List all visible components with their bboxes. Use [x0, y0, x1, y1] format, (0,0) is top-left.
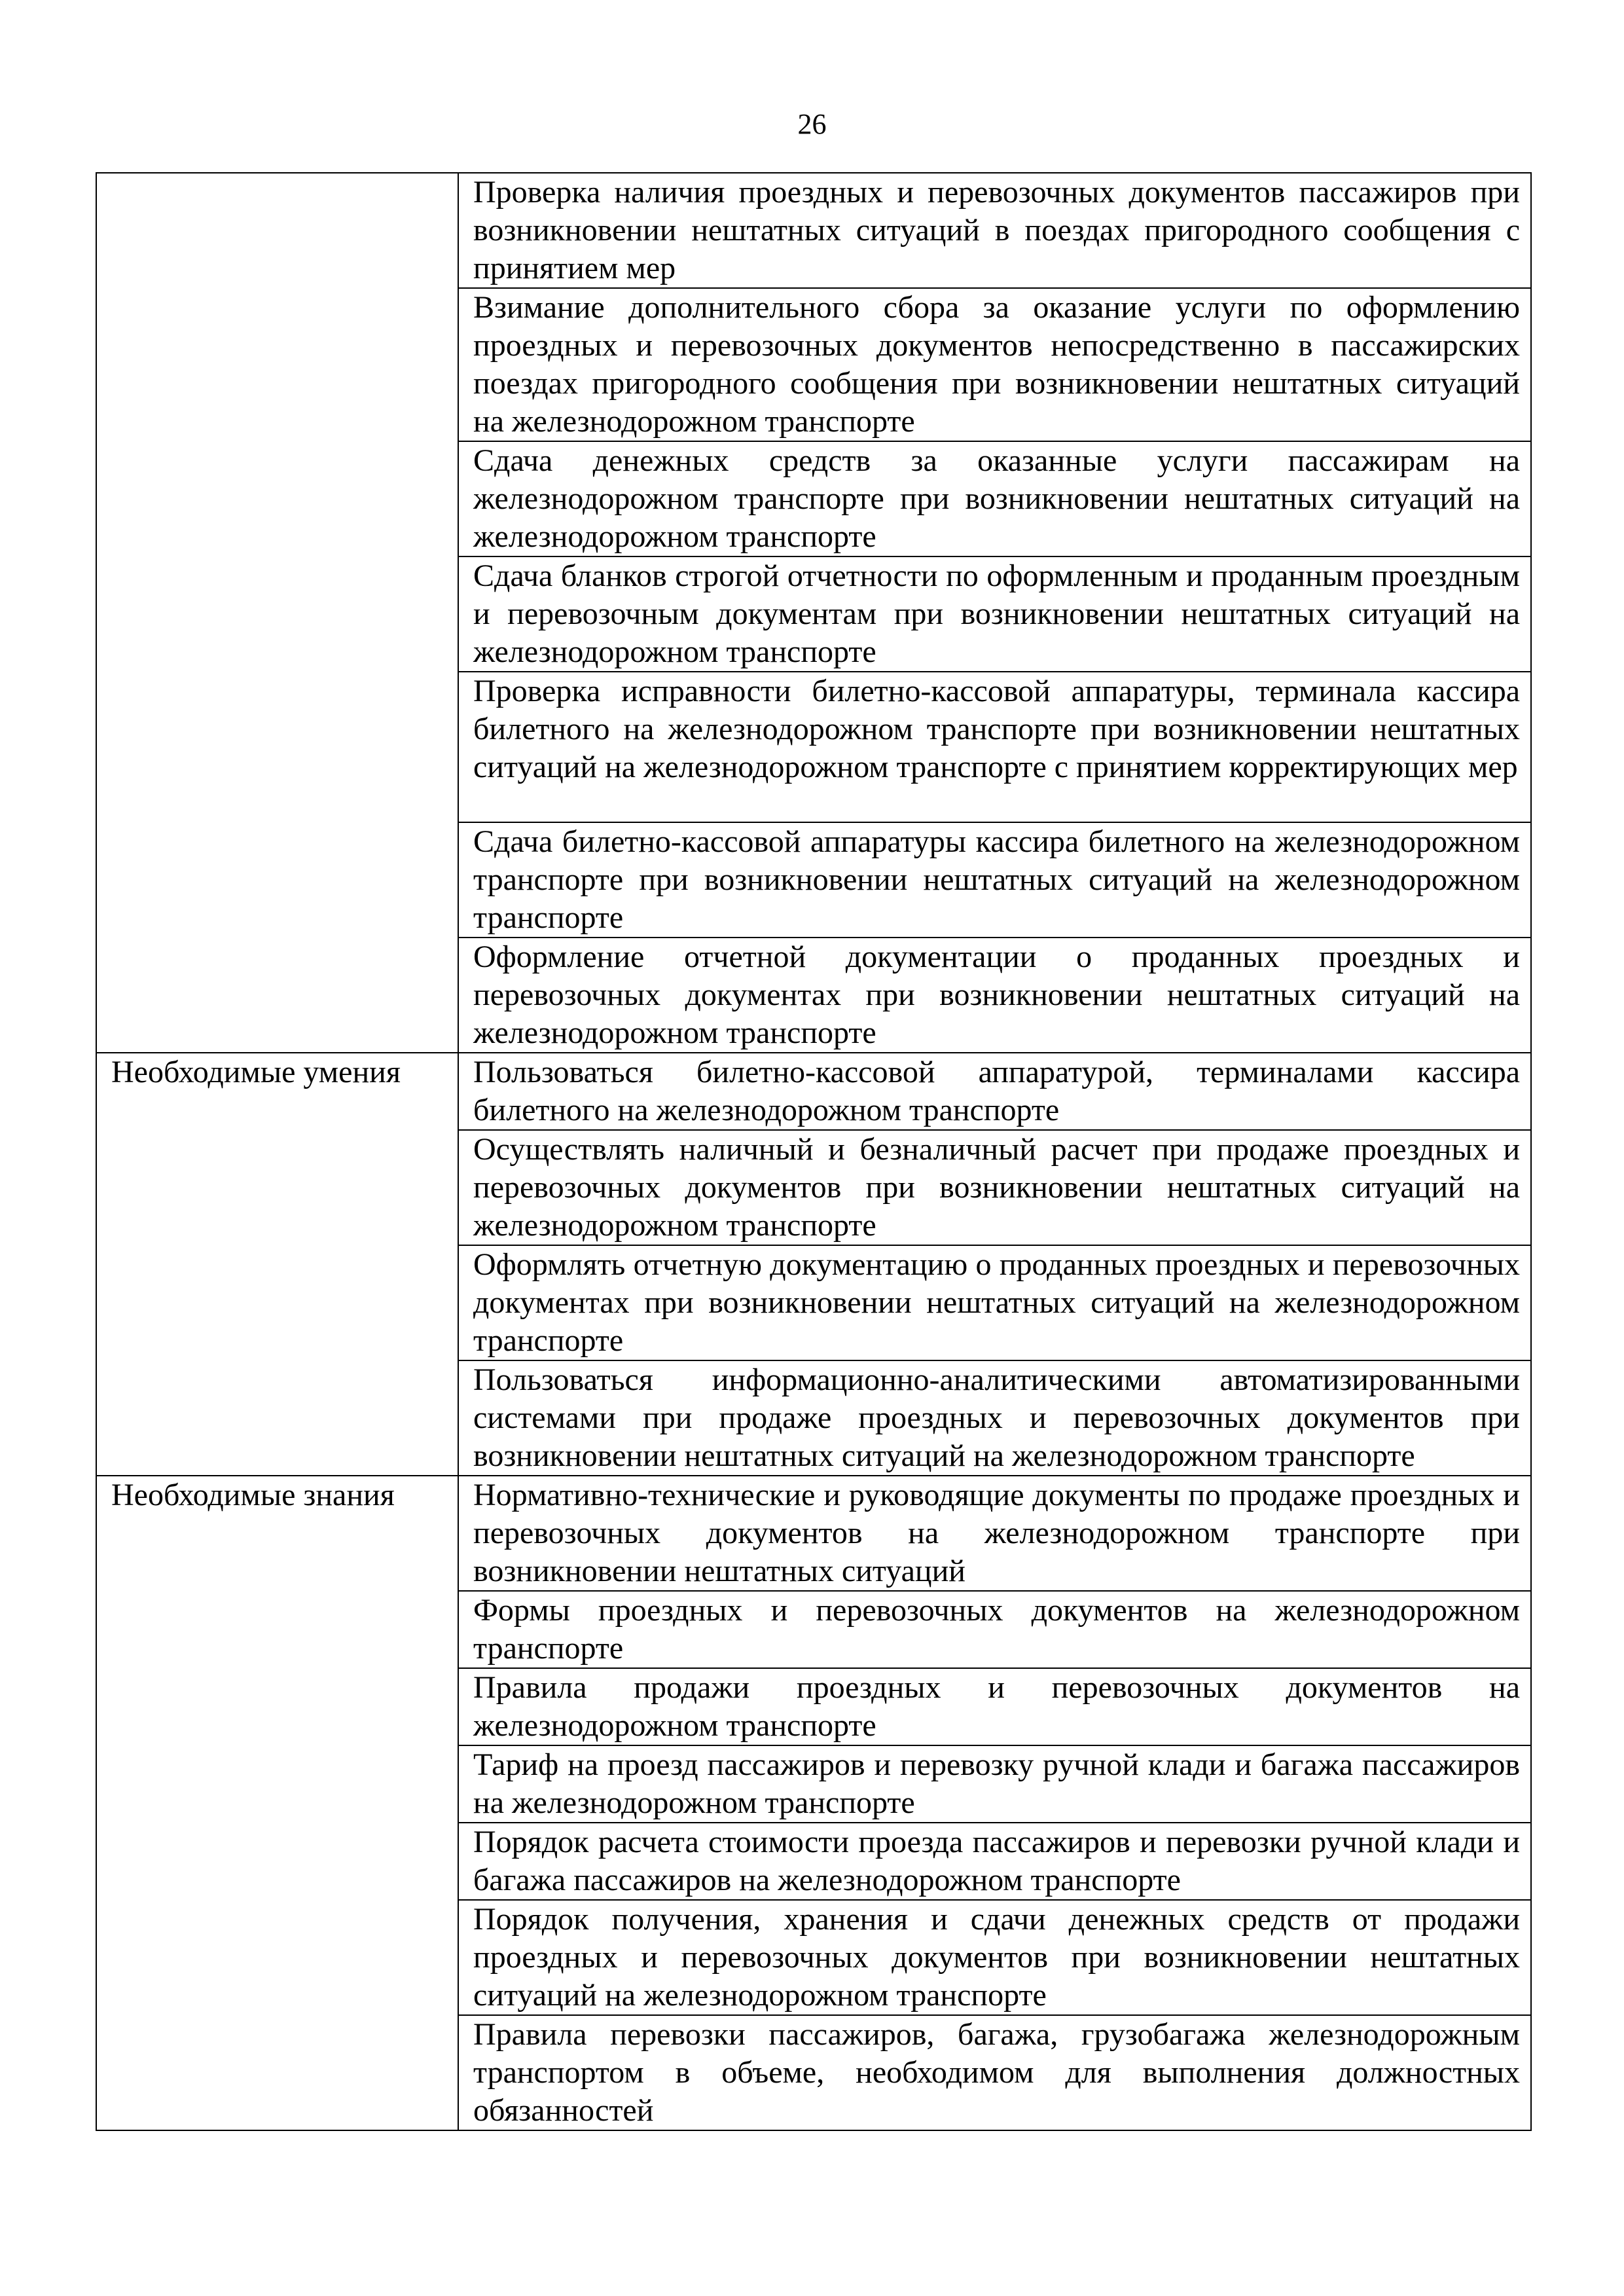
requirements-table: [96, 172, 1532, 2131]
table-cell: Тариф на проезд пассажиров и перевозку ручной клади и багажа пассажиров на железнодорожном транспорте: [458, 1745, 1531, 1823]
section-label-knowledge: Необходимые знания: [96, 1476, 458, 2130]
table-cell: Сдача бланков строгой отчетности по оформленным и проданным проездным и перевозочным документам при возникновении нештатных ситуаций на железнодорожном транспорте: [458, 556, 1531, 672]
table-cell: Порядок получения, хранения и сдачи денежных средств от продажи проездных и перевозочных документов при возникновении нештатных ситуаций на железнодорожном транспорте: [458, 1900, 1531, 2015]
table-cell: Нормативно-технические и руководящие документы по продаже проездных и перевозочных документов на железнодорожном транспорте при возникновении нештатных ситуаций: [458, 1476, 1531, 1591]
table-cell: Проверка исправности билетно-кассовой аппаратуры, терминала кассира билетного на железнодорожном транспорте при возникновении нештатных ситуаций на железнодорожном транспорте с принятием корректирующих мер: [458, 672, 1531, 822]
table-cell: Пользоваться информационно-аналитическими автоматизированными системами при продаже проездных и перевозочных документов при возникновении нештатных ситуаций на железнодорожном транспорте: [458, 1360, 1531, 1476]
section-label-skills: Необходимые умения: [96, 1053, 458, 1476]
table-row: [96, 1053, 1531, 1130]
table-cell: Сдача денежных средств за оказанные услуги пассажирам на железнодорожном транспорте при возникновении нештатных ситуаций на железнодорожном транспорте: [458, 441, 1531, 556]
table-cell: Правила продажи проездных и перевозочных документов на железнодорожном транспорте: [458, 1668, 1531, 1745]
table-row: [96, 173, 1531, 288]
table-cell: Сдача билетно-кассовой аппаратуры кассира билетного на железнодорожном транспорте при возникновении нештатных ситуаций на железнодорожном транспорте: [458, 822, 1531, 938]
table-cell: Пользоваться билетно-кассовой аппаратурой, терминалами кассира билетного на железнодорожном транспорте: [458, 1053, 1531, 1130]
section-label: [96, 173, 458, 1053]
table-cell: Осуществлять наличный и безналичный расчет при продаже проездных и перевозочных документов при возникновении нештатных ситуаций на железнодорожном транспорте: [458, 1130, 1531, 1245]
table-row: [96, 1476, 1531, 1591]
table-cell: Порядок расчета стоимости проезда пассажиров и перевозки ручной клади и багажа пассажиров на железнодорожном транспорте: [458, 1823, 1531, 1900]
table-cell: Оформлять отчетную документацию о проданных проездных и перевозочных документах при возникновении нештатных ситуаций на железнодорожном транспорте: [458, 1245, 1531, 1360]
page-number: 26: [797, 108, 827, 140]
table-cell: Проверка наличия проездных и перевозочных документов пассажиров при возникновении нештатных ситуаций в поездах пригородного сообщения с принятием мер: [458, 173, 1531, 288]
table-cell: Взимание дополнительного сбора за оказание услуги по оформлению проездных и перевозочных документов непосредственно в пассажирских поездах пригородного сообщения при возникновении нештатных ситуаций на железнодорожном транспорте: [458, 288, 1531, 441]
table-cell: Правила перевозки пассажиров, багажа, грузобагажа железнодорожным транспортом в объеме, необходимом для выполнения должностных обязанностей: [458, 2015, 1531, 2130]
table-cell: Формы проездных и перевозочных документов на железнодорожном транспорте: [458, 1591, 1531, 1668]
table-cell: Оформление отчетной документации о проданных проездных и перевозочных документах при возникновении нештатных ситуаций на железнодорожном транспорте: [458, 938, 1531, 1053]
